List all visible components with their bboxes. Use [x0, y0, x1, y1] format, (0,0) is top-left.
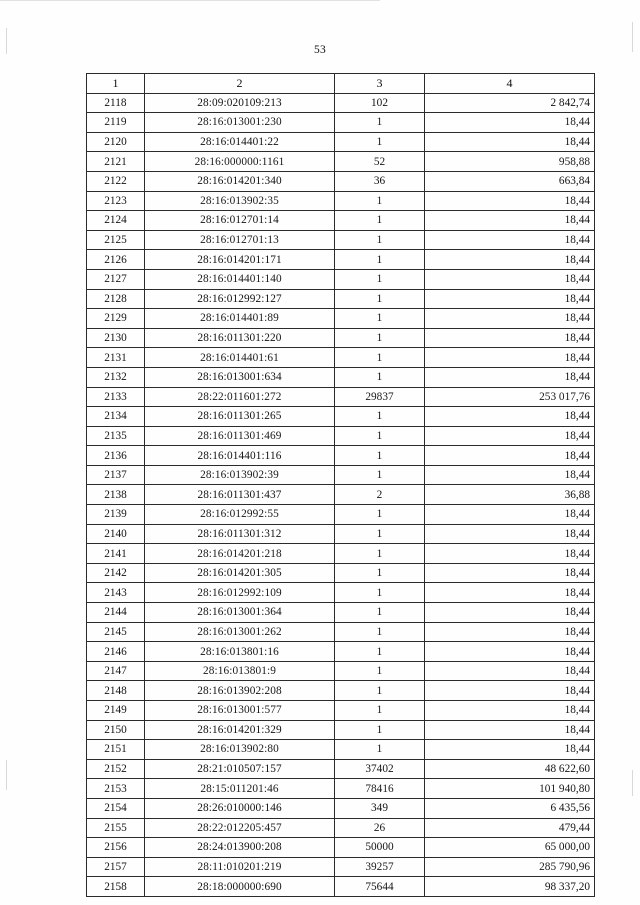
- cadastral-number: 28:16:014201:218: [145, 544, 335, 564]
- row-index: 2147: [87, 661, 145, 681]
- amount: 2 842,74: [425, 93, 595, 113]
- cadastral-number: 28:16:011301:312: [145, 524, 335, 544]
- cadastral-number: 28:16:014401:61: [145, 348, 335, 368]
- row-index: 2144: [87, 603, 145, 623]
- amount: 663,84: [425, 171, 595, 191]
- quantity: 1: [335, 563, 425, 583]
- table-row: [87, 407, 595, 427]
- quantity: 2: [335, 485, 425, 505]
- cadastral-number: 28:16:013902:35: [145, 191, 335, 211]
- cadastral-number: 28:16:013001:262: [145, 622, 335, 642]
- quantity: 75644: [335, 877, 425, 897]
- row-index: 2131: [87, 348, 145, 368]
- quantity: 1: [335, 642, 425, 662]
- table-row: [87, 877, 595, 897]
- row-index: 2149: [87, 701, 145, 721]
- cadastral-number: 28:16:014401:22: [145, 132, 335, 152]
- quantity: 1: [335, 309, 425, 329]
- table-row: [87, 230, 595, 250]
- row-index: 2145: [87, 622, 145, 642]
- amount: 958,88: [425, 152, 595, 172]
- amount: 18,44: [425, 348, 595, 368]
- table-row: [87, 583, 595, 603]
- amount: 18,44: [425, 289, 595, 309]
- cadastral-number: 28:16:013902:208: [145, 681, 335, 701]
- row-index: 2152: [87, 759, 145, 779]
- cadastral-number: 28:16:012992:127: [145, 289, 335, 309]
- amount: 18,44: [425, 505, 595, 525]
- table-row: [87, 250, 595, 270]
- cadastral-number: 28:18:000000:690: [145, 877, 335, 897]
- row-index: 2120: [87, 132, 145, 152]
- table-row: [87, 426, 595, 446]
- cadastral-number: 28:24:013900:208: [145, 838, 335, 858]
- cadastral-number: 28:16:013001:230: [145, 113, 335, 133]
- table-row: [87, 152, 595, 172]
- amount: 36,88: [425, 485, 595, 505]
- amount: 18,44: [425, 563, 595, 583]
- quantity: 26: [335, 818, 425, 838]
- table-row: [87, 563, 595, 583]
- table-row: [87, 446, 595, 466]
- row-index: 2153: [87, 779, 145, 799]
- row-index: 2118: [87, 93, 145, 113]
- amount: 18,44: [425, 544, 595, 564]
- row-index: 2137: [87, 465, 145, 485]
- amount: 18,44: [425, 407, 595, 427]
- amount: 18,44: [425, 740, 595, 760]
- cadastral-table-container: [86, 73, 594, 897]
- quantity: 1: [335, 426, 425, 446]
- quantity: 1: [335, 701, 425, 721]
- quantity: 52: [335, 152, 425, 172]
- row-index: 2129: [87, 309, 145, 329]
- amount: 18,44: [425, 328, 595, 348]
- table-row: [87, 779, 595, 799]
- cadastral-number: 28:16:014401:89: [145, 309, 335, 329]
- row-index: 2157: [87, 857, 145, 877]
- table-row: [87, 524, 595, 544]
- table-row: [87, 818, 595, 838]
- table-row: [87, 759, 595, 779]
- row-index: 2123: [87, 191, 145, 211]
- cadastral-number: 28:16:013801:16: [145, 642, 335, 662]
- row-index: 2150: [87, 720, 145, 740]
- cadastral-number: 28:21:010507:157: [145, 759, 335, 779]
- scan-bottom-line: [0, 0, 380, 1]
- quantity: 1: [335, 681, 425, 701]
- table-row: [87, 603, 595, 623]
- cadastral-number: 28:16:014201:340: [145, 171, 335, 191]
- quantity: 1: [335, 505, 425, 525]
- row-index: 2142: [87, 563, 145, 583]
- quantity: 1: [335, 544, 425, 564]
- quantity: 1: [335, 289, 425, 309]
- quantity: 1: [335, 407, 425, 427]
- row-index: 2130: [87, 328, 145, 348]
- row-index: 2158: [87, 877, 145, 897]
- row-index: 2139: [87, 505, 145, 525]
- cadastral-number: 28:16:013902:80: [145, 740, 335, 760]
- scan-edge-mark: [6, 760, 7, 790]
- quantity: 1: [335, 740, 425, 760]
- quantity: 39257: [335, 857, 425, 877]
- amount: 18,44: [425, 681, 595, 701]
- quantity: 78416: [335, 779, 425, 799]
- quantity: 349: [335, 798, 425, 818]
- quantity: 1: [335, 622, 425, 642]
- row-index: 2148: [87, 681, 145, 701]
- cadastral-number: 28:16:014201:329: [145, 720, 335, 740]
- table-row: [87, 348, 595, 368]
- table-row: [87, 681, 595, 701]
- row-index: 2125: [87, 230, 145, 250]
- cadastral-number: 28:16:000000:1161: [145, 152, 335, 172]
- amount: 18,44: [425, 250, 595, 270]
- quantity: 1: [335, 230, 425, 250]
- amount: 98 337,20: [425, 877, 595, 897]
- amount: 18,44: [425, 269, 595, 289]
- cadastral-number: 28:16:012992:109: [145, 583, 335, 603]
- quantity: 50000: [335, 838, 425, 858]
- row-index: 2122: [87, 171, 145, 191]
- row-index: 2140: [87, 524, 145, 544]
- row-index: 2155: [87, 818, 145, 838]
- column-header-1: 1: [87, 74, 145, 94]
- quantity: 1: [335, 446, 425, 466]
- cadastral-number: 28:16:012701:14: [145, 211, 335, 231]
- row-index: 2146: [87, 642, 145, 662]
- quantity: 1: [335, 583, 425, 603]
- table-row: [87, 485, 595, 505]
- amount: 253 017,76: [425, 387, 595, 407]
- cadastral-number: 28:16:011301:265: [145, 407, 335, 427]
- table-row: [87, 289, 595, 309]
- row-index: 2151: [87, 740, 145, 760]
- quantity: 1: [335, 720, 425, 740]
- table-row: [87, 544, 595, 564]
- quantity: 1: [335, 269, 425, 289]
- cadastral-number: 28:16:014201:305: [145, 563, 335, 583]
- row-index: 2119: [87, 113, 145, 133]
- table-row: [87, 740, 595, 760]
- row-index: 2156: [87, 838, 145, 858]
- table-row: [87, 857, 595, 877]
- cadastral-number: 28:16:014401:116: [145, 446, 335, 466]
- amount: 18,44: [425, 465, 595, 485]
- row-index: 2133: [87, 387, 145, 407]
- table-row: [87, 838, 595, 858]
- cadastral-number: 28:16:012701:13: [145, 230, 335, 250]
- page-number: 53: [313, 44, 327, 56]
- quantity: 1: [335, 211, 425, 231]
- amount: 65 000,00: [425, 838, 595, 858]
- quantity: 1: [335, 250, 425, 270]
- quantity: 1: [335, 348, 425, 368]
- cadastral-number: 28:26:010000:146: [145, 798, 335, 818]
- quantity: 1: [335, 603, 425, 623]
- row-index: 2128: [87, 289, 145, 309]
- column-header-3: 3: [335, 74, 425, 94]
- table-row: [87, 465, 595, 485]
- cadastral-number: 28:16:013001:634: [145, 367, 335, 387]
- row-index: 2138: [87, 485, 145, 505]
- amount: 18,44: [425, 661, 595, 681]
- cadastral-number: 28:16:011301:469: [145, 426, 335, 446]
- table-row: [87, 642, 595, 662]
- amount: 18,44: [425, 211, 595, 231]
- cadastral-number: 28:15:011201:46: [145, 779, 335, 799]
- table-row: [87, 309, 595, 329]
- table-row: [87, 328, 595, 348]
- cadastral-number: 28:16:014401:140: [145, 269, 335, 289]
- table-row: [87, 211, 595, 231]
- table-row: [87, 387, 595, 407]
- cadastral-number: 28:11:010201:219: [145, 857, 335, 877]
- amount: 18,44: [425, 701, 595, 721]
- quantity: 29837: [335, 387, 425, 407]
- row-index: 2124: [87, 211, 145, 231]
- table-row: [87, 798, 595, 818]
- amount: 285 790,96: [425, 857, 595, 877]
- amount: 18,44: [425, 642, 595, 662]
- cadastral-number: 28:16:012992:55: [145, 505, 335, 525]
- table-row: [87, 113, 595, 133]
- cadastral-number: 28:16:013902:39: [145, 465, 335, 485]
- amount: 18,44: [425, 583, 595, 603]
- row-index: 2127: [87, 269, 145, 289]
- table-row: [87, 622, 595, 642]
- amount: 18,44: [425, 446, 595, 466]
- table-row: [87, 132, 595, 152]
- cadastral-number: 28:16:013001:577: [145, 701, 335, 721]
- column-header-2: 2: [145, 74, 335, 94]
- row-index: 2136: [87, 446, 145, 466]
- amount: 18,44: [425, 309, 595, 329]
- cadastral-number: 28:16:013801:9: [145, 661, 335, 681]
- quantity: 1: [335, 524, 425, 544]
- table-row: [87, 367, 595, 387]
- table-body: [87, 93, 595, 896]
- table-row: [87, 191, 595, 211]
- row-index: 2121: [87, 152, 145, 172]
- table-row: [87, 269, 595, 289]
- quantity: 37402: [335, 759, 425, 779]
- amount: 18,44: [425, 367, 595, 387]
- amount: 18,44: [425, 603, 595, 623]
- amount: 18,44: [425, 622, 595, 642]
- table-row: [87, 661, 595, 681]
- cadastral-number: 28:22:011601:272: [145, 387, 335, 407]
- cadastral-number: 28:16:014201:171: [145, 250, 335, 270]
- amount: 18,44: [425, 524, 595, 544]
- amount: 48 622,60: [425, 759, 595, 779]
- quantity: 36: [335, 171, 425, 191]
- quantity: 1: [335, 661, 425, 681]
- table-row: [87, 701, 595, 721]
- quantity: 1: [335, 328, 425, 348]
- row-index: 2154: [87, 798, 145, 818]
- cadastral-table: [86, 73, 595, 897]
- amount: 479,44: [425, 818, 595, 838]
- quantity: 1: [335, 191, 425, 211]
- column-header-4: 4: [425, 74, 595, 94]
- row-index: 2126: [87, 250, 145, 270]
- cadastral-number: 28:09:020109:213: [145, 93, 335, 113]
- table-row: [87, 171, 595, 191]
- amount: 101 940,80: [425, 779, 595, 799]
- quantity: 1: [335, 132, 425, 152]
- quantity: 1: [335, 465, 425, 485]
- row-index: 2143: [87, 583, 145, 603]
- quantity: 1: [335, 113, 425, 133]
- amount: 18,44: [425, 113, 595, 133]
- quantity: 1: [335, 367, 425, 387]
- row-index: 2132: [87, 367, 145, 387]
- amount: 18,44: [425, 132, 595, 152]
- row-index: 2141: [87, 544, 145, 564]
- quantity: 102: [335, 93, 425, 113]
- cadastral-number: 28:16:013001:364: [145, 603, 335, 623]
- table-row: [87, 93, 595, 113]
- cadastral-number: 28:22:012205:457: [145, 818, 335, 838]
- table-header-row: [87, 74, 595, 94]
- row-index: 2134: [87, 407, 145, 427]
- cadastral-number: 28:16:011301:437: [145, 485, 335, 505]
- amount: 18,44: [425, 720, 595, 740]
- scan-edge-mark: [632, 770, 633, 796]
- amount: 18,44: [425, 191, 595, 211]
- amount: 6 435,56: [425, 798, 595, 818]
- amount: 18,44: [425, 230, 595, 250]
- row-index: 2135: [87, 426, 145, 446]
- amount: 18,44: [425, 426, 595, 446]
- table-row: [87, 505, 595, 525]
- cadastral-number: 28:16:011301:220: [145, 328, 335, 348]
- table-row: [87, 720, 595, 740]
